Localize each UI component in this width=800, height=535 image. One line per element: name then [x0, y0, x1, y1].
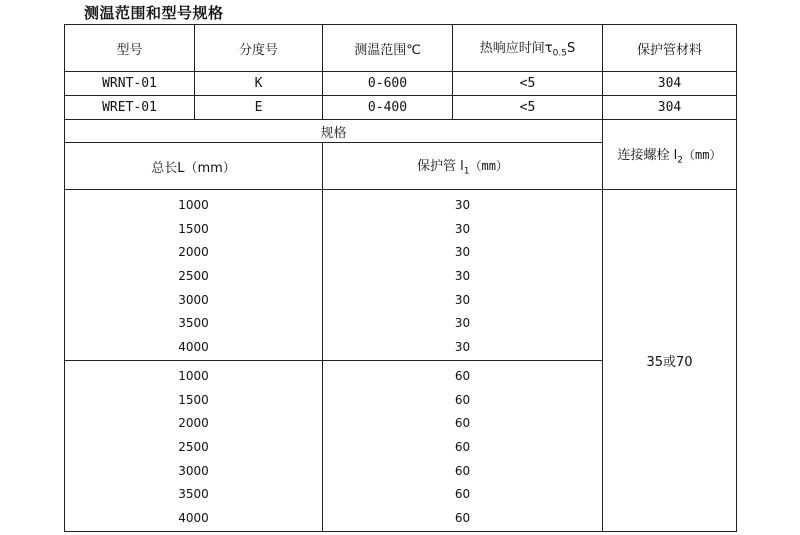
response-time-unit: S — [566, 41, 576, 57]
lengths-list-2 — [65, 361, 323, 532]
cell-range: 0-400 — [323, 96, 453, 120]
cell-response: <5 — [453, 72, 603, 96]
length-value: 1000 — [178, 198, 209, 212]
cell-graduation: E — [195, 96, 323, 120]
bolt-value: 35或70 — [603, 190, 737, 532]
header-tube — [323, 143, 603, 190]
response-time-sub: 0.5 — [552, 48, 567, 59]
header-row — [65, 25, 737, 72]
tube-value: 30 — [454, 269, 471, 284]
length-value: 3500 — [178, 487, 209, 502]
cell-response: <5 — [453, 96, 603, 120]
table-row — [65, 72, 737, 96]
length-value: 1500 — [178, 392, 209, 407]
bolt-sub: 2 — [677, 155, 684, 166]
tube-value: 60 — [454, 369, 471, 383]
header-model: 型号 — [65, 25, 195, 72]
cell-model: WRET-01 — [65, 96, 195, 120]
tube-list-1 — [323, 190, 603, 361]
cell-model: WRNT-01 — [65, 72, 195, 96]
tube-value: 60 — [454, 416, 471, 431]
response-time-label: 热响应时间τ — [479, 41, 553, 57]
tube-value: 30 — [454, 316, 471, 331]
length-value: 1000 — [178, 369, 209, 383]
length-value: 3500 — [178, 316, 209, 331]
tube-value: 30 — [454, 340, 471, 355]
cell-material: 304 — [603, 72, 737, 96]
tube-value: 60 — [454, 463, 471, 478]
header-graduation: 分度号 — [195, 25, 323, 72]
tube-value: 60 — [454, 487, 471, 502]
spec-table — [64, 24, 737, 532]
tube-value: 30 — [454, 245, 471, 260]
tube-unit: （mm） — [469, 159, 508, 174]
header-range: 测温范围℃ — [323, 25, 453, 72]
header-material: 保护管材料 — [603, 25, 737, 72]
length-value: 4000 — [178, 340, 209, 355]
tube-list-2 — [323, 361, 603, 532]
length-value: 2000 — [178, 245, 209, 260]
length-value: 4000 — [178, 511, 209, 526]
bolt-label: 连接螺栓 l — [617, 147, 678, 163]
tube-value: 60 — [454, 511, 471, 526]
length-value: 3000 — [178, 292, 209, 307]
tube-label: 保护管 l — [417, 159, 464, 175]
header-total-length: 总长L（mm） — [65, 143, 323, 190]
spec-title-row — [65, 120, 737, 143]
header-response-time — [453, 25, 603, 72]
tube-value: 30 — [454, 221, 471, 236]
tube-value: 30 — [454, 198, 471, 212]
spec-title: 规格 — [65, 120, 603, 143]
length-value: 1500 — [178, 221, 209, 236]
lengths-list-1 — [65, 190, 323, 361]
length-value: 2000 — [178, 416, 209, 431]
tube-value: 60 — [454, 440, 471, 455]
tube-sub: 1 — [463, 166, 470, 177]
cell-graduation: K — [195, 72, 323, 96]
length-value: 2500 — [178, 440, 209, 455]
group-row-1 — [65, 190, 737, 361]
cell-material: 304 — [603, 96, 737, 120]
length-value: 3000 — [178, 463, 209, 478]
length-value: 2500 — [178, 269, 209, 284]
table-row — [65, 96, 737, 120]
tube-value: 30 — [454, 292, 471, 307]
tube-value: 60 — [454, 392, 471, 407]
header-bolt — [603, 120, 737, 190]
cell-range: 0-600 — [323, 72, 453, 96]
bolt-unit: （mm） — [683, 147, 722, 162]
table-title: 测温范围和型号规格 — [84, 4, 224, 22]
